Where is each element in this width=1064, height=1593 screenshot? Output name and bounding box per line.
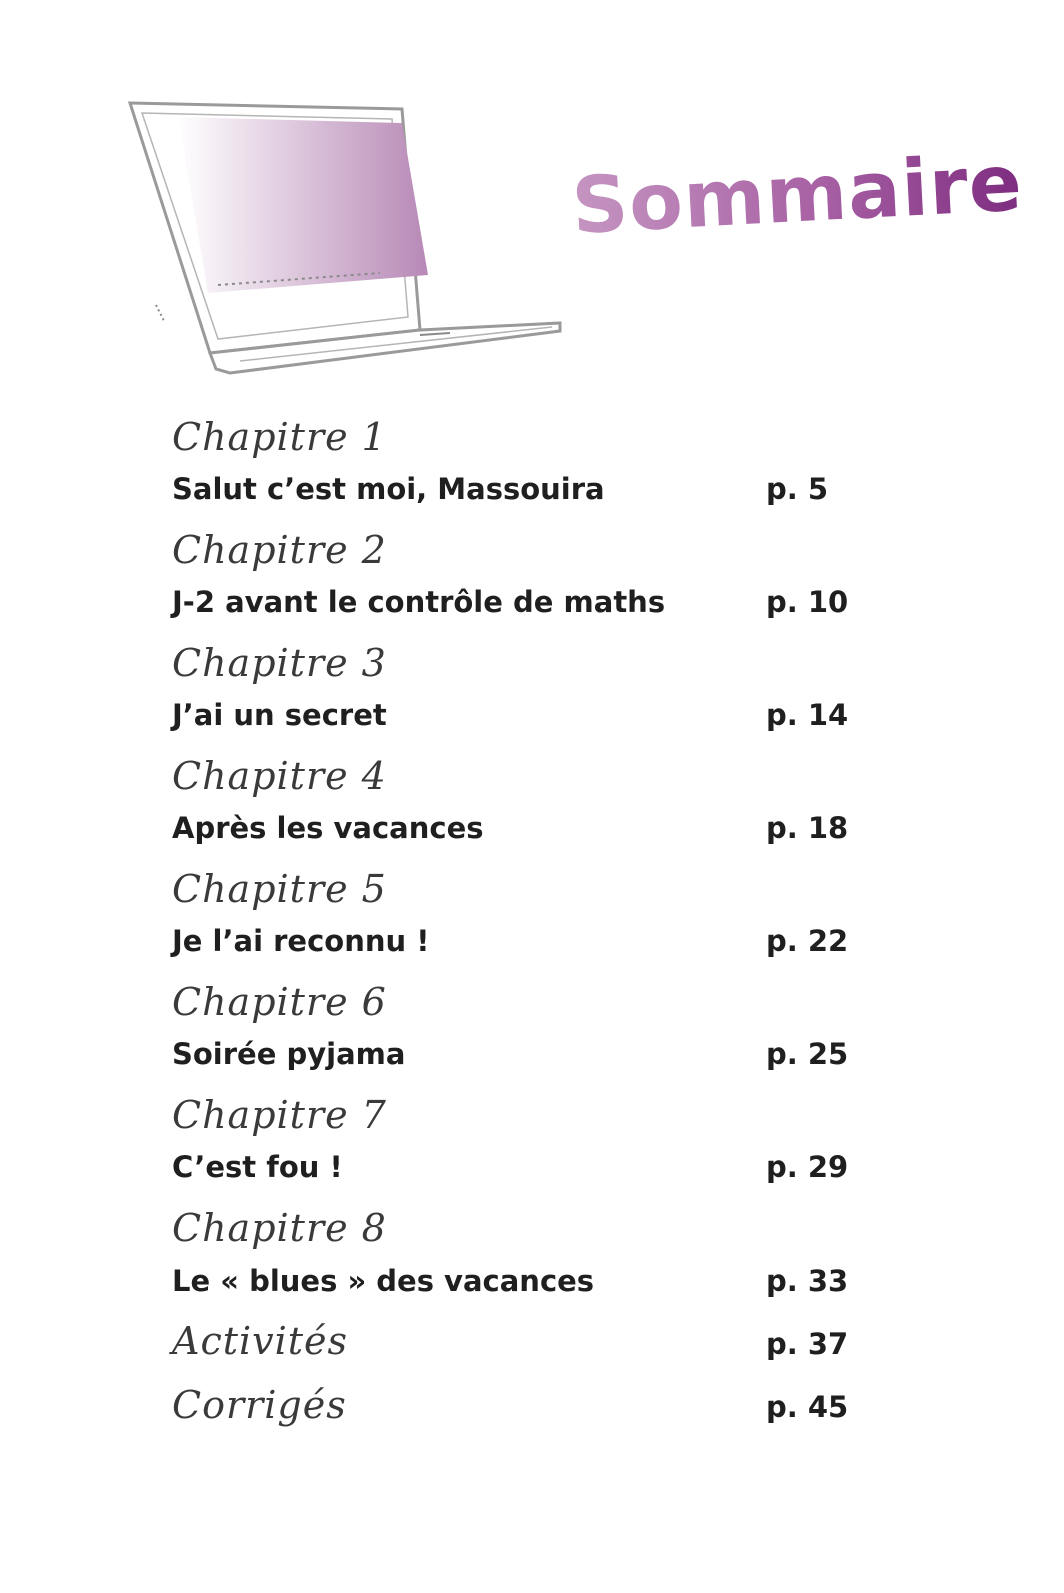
answers-page: p. 45 [766, 1390, 849, 1424]
chapter-title: J-2 avant le contrôle de maths [172, 585, 666, 619]
chapter-label: Chapitre 5 [172, 867, 387, 911]
chapter-title: C’est fou ! [172, 1150, 343, 1184]
chapter-page: p. 29 [766, 1150, 849, 1184]
chapter-page: p. 22 [766, 924, 849, 958]
chapter-label: Chapitre 3 [172, 641, 387, 685]
laptop-icon [120, 95, 570, 385]
chapter-title: Après les vacances [172, 811, 484, 845]
page-title: Sommaire [569, 138, 1025, 252]
chapter-page: p. 18 [766, 811, 849, 845]
chapter-label: Chapitre 8 [172, 1206, 387, 1250]
chapter-label: Chapitre 6 [172, 980, 387, 1024]
chapter-label: Chapitre 4 [172, 754, 387, 798]
chapter-page: p. 33 [766, 1264, 849, 1298]
chapter-page: p. 25 [766, 1037, 849, 1071]
chapter-label: Chapitre 2 [172, 528, 387, 572]
answers-label: Corrigés [172, 1383, 347, 1427]
chapter-page: p. 10 [766, 585, 849, 619]
chapter-title: Le « blues » des vacances [172, 1264, 595, 1298]
chapter-page: p. 5 [766, 472, 829, 506]
chapter-title: Salut c’est moi, Massouira [172, 472, 605, 506]
chapter-title: Je l’ai reconnu ! [172, 924, 430, 958]
chapter-title: Soirée pyjama [172, 1037, 406, 1071]
activities-label: Activités [172, 1319, 349, 1363]
activities-page: p. 37 [766, 1327, 849, 1361]
chapter-page: p. 14 [766, 698, 849, 732]
chapter-label: Chapitre 1 [172, 415, 387, 459]
chapter-label: Chapitre 7 [172, 1093, 387, 1137]
chapter-title: J’ai un secret [172, 698, 387, 732]
